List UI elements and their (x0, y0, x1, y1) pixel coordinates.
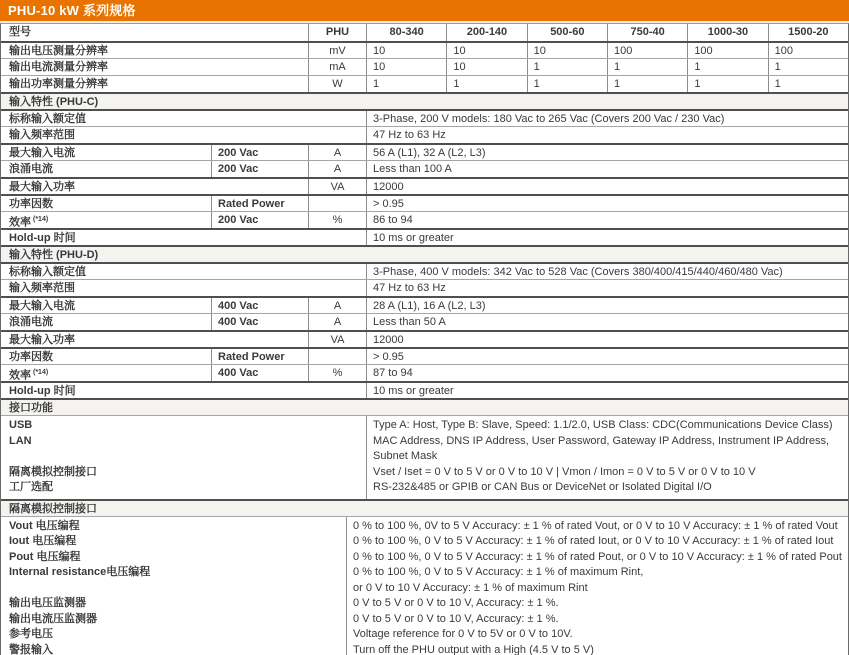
multi-label-line (9, 449, 360, 465)
model-value-cell: 10 (366, 59, 446, 75)
multi-spec-row (1, 415, 848, 499)
row-sub-condition: Rated Power (211, 196, 308, 211)
row-sub-condition: 200 Vac (211, 212, 308, 228)
multi-label-line: 参考电压 (9, 628, 53, 640)
resolution-row (1, 41, 848, 58)
row-unit: VA (308, 179, 366, 194)
model-column-header: 500-60 (527, 24, 607, 41)
model-header-row (1, 24, 848, 41)
row-unit: A (308, 161, 366, 177)
row-unit: A (308, 314, 366, 330)
spec-row (1, 228, 848, 245)
multi-value-line: Voltage reference for 0 V to 5V or 0 V to 10V. (352, 628, 573, 640)
row-label: 最大输入功率 (9, 334, 75, 346)
multi-value-line: Type A: Host, Type B: Slave, Speed: 1.1/2.0, USB Class: CDC(Communications Device Class) (373, 419, 833, 431)
spec-row (1, 347, 848, 364)
model-column-header: 80-340 (366, 24, 446, 41)
multi-label-line (9, 581, 340, 597)
spec-row (1, 177, 848, 194)
multi-values (346, 517, 848, 655)
spec-table (0, 23, 849, 655)
spec-row (1, 211, 848, 228)
row-unit: % (308, 365, 366, 381)
series-title: PHU-10 kW 系列规格 (8, 3, 136, 18)
resolution-row (1, 58, 848, 75)
row-label: 输入频率范围 (9, 129, 75, 141)
multi-label-line: Iout 电压编程 (9, 535, 77, 547)
spec-row (1, 364, 848, 381)
model-value-cell: 10 (446, 43, 526, 58)
row-value: 28 A (L1), 16 A (L2, L3) (366, 298, 848, 313)
spec-row (1, 160, 848, 177)
row-value: 86 to 94 (366, 212, 848, 228)
model-value-cell: 10 (527, 43, 607, 58)
row-label: 输出功率测量分辨率 (9, 78, 108, 90)
multi-values (366, 416, 848, 499)
row-value: 3-Phase, 200 V models: 180 Vac to 265 Vac (Covers 200 Vac / 230 Vac) (366, 111, 848, 126)
row-unit: W (308, 76, 366, 92)
model-value-cell: 1 (768, 76, 848, 92)
row-value: 47 Hz to 63 Hz (366, 127, 848, 143)
spec-row (1, 330, 848, 347)
multi-value-line: Turn off the PHU output with a High (4.5 V to 5 V) (352, 643, 594, 655)
multi-label-line: 输出电压监测器 (9, 597, 86, 609)
multi-value-line: 0 % to 100 %, 0 V to 5 V Accuracy: ± 1 % of maximum Rint, (352, 566, 644, 578)
model-value-cell: 10 (366, 43, 446, 58)
row-value: Less than 100 A (366, 161, 848, 177)
row-unit: mA (308, 59, 366, 75)
row-label: 浪涌电流 (9, 316, 53, 328)
row-unit: A (308, 298, 366, 313)
spec-row (1, 279, 848, 296)
row-label: Hold-up 时间 (9, 385, 76, 397)
spec-row (1, 381, 848, 398)
row-value: 10 ms or greater (366, 383, 848, 398)
section-title: 输入特性 (PHU-C) (1, 92, 848, 109)
row-label: 浪涌电流 (9, 163, 53, 175)
row-value: 12000 (366, 332, 848, 347)
multi-label-line: USB (9, 419, 33, 431)
model-column-header: 200-140 (446, 24, 526, 41)
section-title: 输入特性 (PHU-D) (1, 245, 848, 262)
multi-value-line: 0 % to 100 %, 0 V to 5 V Accuracy: ± 1 % of rated Iout, or 0 V to 10 V Accuracy: ± 1 % of rated Iout (352, 535, 834, 547)
model-column-header: 750-40 (607, 24, 687, 41)
spec-row (1, 143, 848, 160)
row-unit: A (308, 145, 366, 160)
row-value: Less than 50 A (366, 314, 848, 330)
row-label: Hold-up 时间 (9, 232, 76, 244)
row-value: > 0.95 (366, 349, 848, 364)
row-label: 功率因数 (9, 198, 53, 210)
row-value: 47 Hz to 63 Hz (366, 280, 848, 296)
multi-spec-row (1, 516, 848, 655)
multi-value-line: Vset / Iset = 0 V to 5 V or 0 V to 10 V | Vmon / Imon = 0 V to 5 V or 0 V to 10 V (373, 465, 756, 478)
multi-label-line: 警报输入 (9, 643, 53, 655)
model-value-cell: 1 (768, 59, 848, 75)
multi-value-line: Subnet Mask (373, 450, 438, 462)
multi-value-line: 0 V to 5 V or 0 V to 10 V, Accuracy: ± 1 %. (352, 612, 559, 625)
model-value-cell: 100 (607, 43, 687, 58)
row-label: 最大输入电流 (9, 300, 75, 312)
row-label: 输出电压测量分辨率 (9, 45, 108, 57)
model-value-cell: 1 (446, 76, 526, 92)
row-sub-condition: Rated Power (211, 349, 308, 364)
spec-row (1, 313, 848, 330)
multi-value-line: 0 V to 5 V or 0 V to 10 V, Accuracy: ± 1 %. (352, 597, 559, 609)
multi-label-line: LAN (9, 434, 32, 447)
multi-value-line: 0 % to 100 %, 0V to 5 V Accuracy: ± 1 % of rated Vout, or 0 V to 10 V Accuracy: ± 1 % of rated Vout (352, 519, 838, 532)
spec-row (1, 109, 848, 126)
row-value: > 0.95 (366, 196, 848, 211)
multi-label-line: Pout 电压编程 (9, 550, 81, 563)
row-label: 最大输入电流 (9, 147, 75, 159)
footnote-marker: (*14) (33, 369, 49, 376)
multi-label-line: 隔离模拟控制接口 (9, 465, 97, 478)
row-value: 56 A (L1), 32 A (L2, L3) (366, 145, 848, 160)
multi-value-line: 0 % to 100 %, 0 V to 5 V Accuracy: ± 1 % of rated Pout, or 0 V to 10 V Accuracy: ± 1 % of rated Pout (352, 550, 842, 563)
row-sub-condition: 400 Vac (211, 365, 308, 381)
spec-row (1, 126, 848, 143)
model-value-cell: 1 (366, 76, 446, 92)
row-label: 最大输入功率 (9, 181, 75, 193)
row-label: 效率 $^{(*14)}$ (9, 216, 49, 228)
multi-label-line: 工厂选配 (9, 481, 53, 493)
spec-row (1, 262, 848, 279)
section-title: 隔离模拟控制接口 (1, 499, 848, 516)
multi-value-line: or 0 V to 10 V Accuracy: ± 1 % of maximum Rint (352, 581, 588, 594)
row-sub-condition: 200 Vac (211, 145, 308, 160)
multi-label-line: 输出电流压监测器 (9, 612, 97, 625)
model-value-cell: 1 (687, 59, 767, 75)
row-unit (308, 196, 366, 211)
model-value-cell: 1 (607, 76, 687, 92)
footnote-marker: (*14) (33, 216, 49, 223)
multi-labels (1, 416, 366, 499)
row-label: 标称输入额定值 (9, 266, 86, 278)
row-unit: VA (308, 332, 366, 347)
row-value: 87 to 94 (366, 365, 848, 381)
model-column-header: 1500-20 (768, 24, 848, 41)
row-label: 标称输入额定值 (9, 113, 86, 125)
spec-row (1, 296, 848, 313)
multi-value-line: MAC Address, DNS IP Address, User Password, Gateway IP Address, Instrument IP Address, (373, 434, 830, 447)
model-value-cell: 1 (527, 59, 607, 75)
model-value-cell: 1 (527, 76, 607, 92)
row-sub-condition: 400 Vac (211, 314, 308, 330)
model-value-cell: 100 (768, 43, 848, 58)
row-label: 输出电流测量分辨率 (9, 61, 108, 73)
row-label: 功率因数 (9, 351, 53, 363)
multi-labels (1, 517, 346, 655)
model-value-cell: 1 (607, 59, 687, 75)
row-unit (308, 349, 366, 364)
row-value: 12000 (366, 179, 848, 194)
multi-value-line: RS-232&485 or GPIB or CAN Bus or DeviceNet or Isolated Digital I/O (373, 481, 712, 493)
multi-label-line: Vout 电压编程 (9, 519, 80, 532)
row-label: 输入频率范围 (9, 282, 75, 294)
row-sub-condition: 200 Vac (211, 161, 308, 177)
row-value: 3-Phase, 400 V models: 342 Vac to 528 Vac (Covers 380/400/415/440/460/480 Vac) (366, 264, 848, 279)
series-title-bar (0, 0, 849, 21)
row-unit: mV (308, 43, 366, 58)
section-title: 接口功能 (1, 398, 848, 415)
phu-header-label: PHU (308, 24, 366, 41)
row-sub-condition: 400 Vac (211, 298, 308, 313)
spec-row (1, 194, 848, 211)
model-value-cell: 1 (687, 76, 767, 92)
multi-label-line: Internal resistance电压编程 (9, 566, 151, 578)
resolution-row (1, 75, 848, 92)
model-value-cell: 100 (687, 43, 767, 58)
model-value-cell: 10 (446, 59, 526, 75)
model-column-header: 1000-30 (687, 24, 767, 41)
row-label: 效率 $^{(*14)}$ (9, 369, 49, 381)
row-unit: % (308, 212, 366, 228)
model-header-label: 型号 (9, 26, 31, 38)
row-value: 10 ms or greater (366, 230, 848, 245)
